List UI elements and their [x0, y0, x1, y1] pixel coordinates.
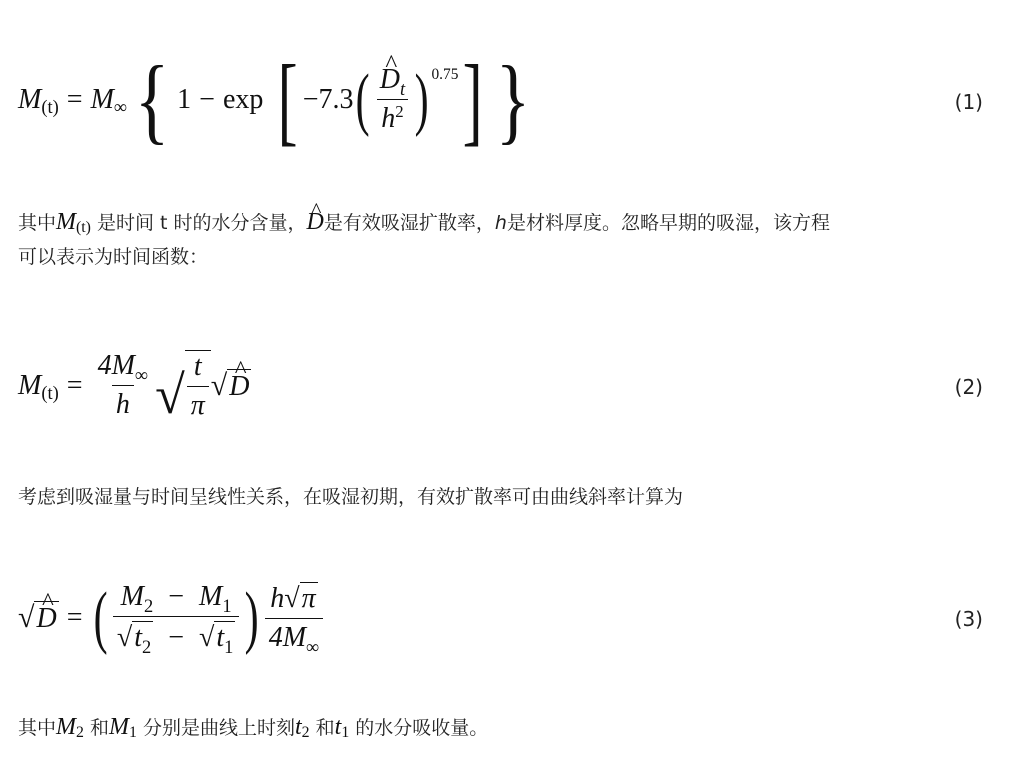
p1-Dhat [307, 205, 324, 239]
p3-text-d: 和 [315, 717, 335, 739]
eq1-t-sub: (t) [41, 96, 59, 117]
p1-t-sub: (t) [76, 219, 91, 237]
eq3-M1-sub: 1 [222, 596, 232, 617]
p3-M1-M: M [109, 714, 129, 740]
equation-2 [18, 346, 251, 426]
equation-3 [18, 578, 326, 658]
p1-text-b: 是时间 t 时的水分含量， [97, 212, 307, 234]
eq2-t: t [193, 351, 202, 383]
p1-h: h [494, 212, 507, 234]
eq1-right-paren: ) [414, 61, 429, 138]
p3-text-c: 分别是曲线上时刻 [142, 717, 295, 739]
eq3-sqrt-D: √ ^ D [18, 601, 59, 635]
eq2-equals: = [66, 370, 83, 401]
eq1-right-bracket: ] [463, 44, 484, 155]
eq3-right-paren: ) [245, 579, 260, 656]
p3-M2 [56, 710, 84, 744]
eq2-sqrt-D: √ ^ D [211, 369, 252, 403]
eq1-Minf: M [90, 84, 114, 115]
eq1-coef: −7.3 [302, 84, 354, 115]
eq3-t2-sub: 2 [141, 637, 152, 658]
eq2-pi: π [190, 390, 205, 421]
p1-M-t [56, 205, 91, 239]
equation-2-number: (2) [954, 375, 983, 399]
eq2-inf: ∞ [134, 365, 149, 386]
p1-text-e: 可以表示为时间函数： [18, 246, 209, 268]
eq1-left-bracket: [ [278, 44, 299, 155]
eq1-right-brace: } [495, 46, 531, 153]
eq2-den: h [115, 389, 130, 420]
p3-M2-M: M [56, 714, 77, 740]
eq3-fraction-1: $M_2 - M_1$ √ $t_2$ − √ $t_1$ [113, 582, 240, 654]
eq1-power: 0.75 [431, 66, 459, 84]
p3-t1-sub: 1 [341, 724, 350, 742]
p3-t2-sub: 2 [301, 724, 310, 742]
p3-t2 [295, 710, 310, 744]
eq2-num: 4M [97, 350, 135, 382]
eq3-pi: π [301, 583, 316, 615]
p3-M2-sub: 2 [76, 724, 84, 742]
p1-text-c: 是有效吸湿扩散率， [323, 212, 495, 234]
equation-1 [18, 44, 538, 155]
eq2-D: ^ D [229, 371, 249, 403]
eq3-t2: t [134, 622, 142, 653]
p3-text-a: 其中 [18, 717, 57, 739]
eq1-hpow: 2 [395, 101, 404, 121]
eq1-fraction [376, 65, 409, 135]
paragraph-3 [18, 710, 993, 745]
eq3-equals: = [66, 602, 83, 633]
equation-3-number: (3) [954, 607, 983, 631]
eq1-h: h [381, 103, 396, 134]
eq1-equals: = [66, 84, 83, 115]
eq1-one: 1 [177, 84, 192, 115]
p3-text-b: 和 [89, 717, 109, 739]
p3-t1-t: t [334, 714, 342, 740]
eq1-left-paren: ( [356, 61, 371, 138]
p3-t2-t: t [294, 714, 302, 740]
p1-text-d: 是材料厚度。忽略早期的吸湿，该方程 [506, 212, 830, 234]
eq1-M: M [18, 84, 42, 115]
p1-M: M [56, 209, 77, 235]
eq1-exp: exp [222, 84, 264, 115]
p1-text-a: 其中 [18, 212, 57, 234]
eq3-M2: M [120, 581, 144, 613]
p3-M1 [109, 710, 137, 744]
eq3-inf: ∞ [306, 637, 320, 658]
eq3-t1-sub: 1 [224, 637, 234, 658]
eq1-minus: − [199, 84, 215, 115]
eq3-den: 4M [268, 622, 307, 653]
paragraph-1 [18, 205, 993, 274]
eq3-fraction-2: h √ π $4M_\infty$ [265, 582, 324, 654]
eq2-M: M [18, 370, 42, 401]
p1-D: ^ D [307, 205, 324, 239]
eq3-t1: t [216, 622, 225, 653]
eq1-Dhat: ^ D [380, 65, 400, 96]
p3-M1-sub: 1 [129, 724, 137, 742]
eq1-Dsub: t [400, 79, 406, 100]
eq3-minus-den: − [168, 622, 184, 653]
eq3-M1: M [199, 581, 223, 613]
eq3-M2-sub: 2 [143, 596, 154, 617]
eq3-h: h [270, 583, 285, 615]
equation-1-number: (1) [954, 90, 983, 114]
eq1-left-brace: { [134, 46, 170, 153]
eq3-left-paren: ( [93, 579, 108, 656]
eq3-D: ^ D [36, 603, 56, 635]
eq3-minus-num: − [168, 581, 184, 613]
p3-t1 [335, 710, 350, 744]
p3-text-e: 的水分吸收量。 [355, 717, 489, 739]
eq2-t-sub: (t) [41, 382, 59, 403]
paragraph-2: 考虑到吸湿量与时间呈线性关系，在吸湿初期，有效扩散率可由曲线斜率计算为 [18, 486, 684, 508]
eq1-inf-sub: ∞ [113, 96, 128, 117]
eq2-fraction [94, 351, 153, 421]
eq2-sqrt-t-pi: √ $\frac{t}{\pi}$ [155, 350, 211, 422]
